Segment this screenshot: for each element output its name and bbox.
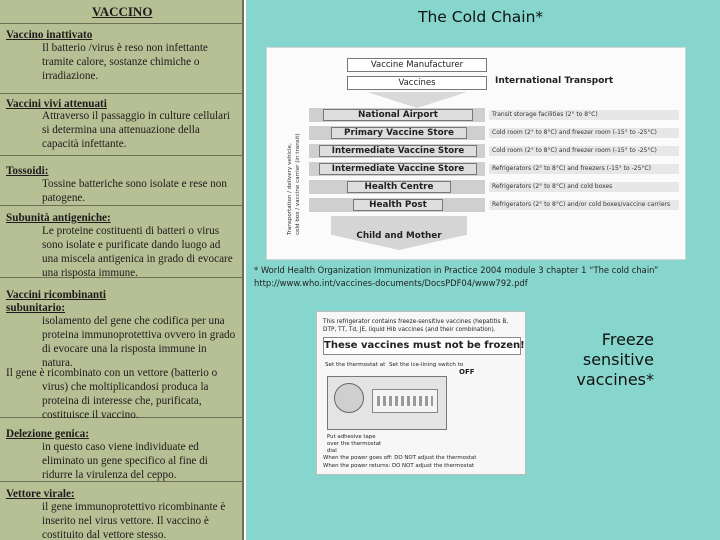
vaccine-types-panel bbox=[0, 0, 244, 540]
section-body: Attraverso il passaggio in culture cellulari si determina una attenuazione della capacità infettante. bbox=[42, 110, 230, 150]
side-label-line2: cold box / vaccine carrier (in transit) bbox=[295, 133, 301, 235]
cold-chain-panel bbox=[246, 0, 720, 540]
reference-url[interactable]: http://www.who.int/vaccines-documents/DocsPDF04/www792.pdf bbox=[254, 277, 528, 288]
power-notes: When the power goes off: DO NOT adjust the thermostat When the power returns: DO NOT adjust the thermostat bbox=[323, 455, 477, 469]
stage-national-airport: National Airport bbox=[323, 109, 473, 121]
section-toxoids bbox=[0, 156, 244, 206]
poster-intro: This refrigerator contains freeze-sensitive vaccines (hepatitis B, DTP, TT, Td, JE, liquid Hib vaccines (and their combination). bbox=[323, 319, 509, 333]
freeze-sensitive-panel bbox=[246, 298, 720, 540]
section-body-continued: Il gene è ricombinato con un vettore (batterio o virus) che moltiplicandosi produca la proteina di interesse che, purificata, costituisce il vaccino. bbox=[6, 367, 218, 421]
poster-banner: These vaccines must not be frozen! bbox=[323, 337, 521, 355]
thermostat-instruction: Set the thermostat at bbox=[325, 362, 386, 368]
stage-health-post: Health Post bbox=[353, 199, 443, 211]
section-body: in questo caso viene individuate ed eliminato un gene specifico al fine di ridurre la virulenza del ceppo. bbox=[42, 441, 208, 481]
stage-primary-vaccine-store: Primary Vaccine Store bbox=[331, 127, 467, 139]
section-title: Subunità antigeniche: bbox=[6, 212, 111, 224]
section-title: Vaccino inattivato bbox=[6, 29, 93, 41]
section-live-attenuated bbox=[0, 94, 244, 156]
section-body: il gene immunoprotettivo ricombinante è inserito nel virus vettore. Il vaccino è costituito dal vettore stesso. bbox=[42, 501, 226, 540]
reference-line1: * World Health Organization Immunization in Practice 2004 module 3 chapter 1 “The cold chain” bbox=[254, 265, 659, 275]
stage-desc: Cold room (2° to 8°C) and freezer room (-15° to -25°C) bbox=[489, 128, 679, 138]
section-antigenic-subunits bbox=[0, 206, 244, 278]
section-title: Vettore virale: bbox=[6, 488, 75, 500]
freeze-poster bbox=[316, 311, 526, 475]
section-title: Vaccini ricombinanti bbox=[6, 289, 106, 301]
vaccines-box: Vaccines bbox=[347, 76, 487, 90]
thermostat-dial-icon bbox=[334, 383, 364, 413]
stage-intermediate-vaccine-store-2: Intermediate Vaccine Store bbox=[319, 163, 477, 175]
off-label: OFF bbox=[459, 368, 475, 376]
section-title: Vaccini vivi attenuati bbox=[6, 98, 107, 110]
section-body: isolamento del gene che codifica per una proteina immunoprotettiva ovvero in grado di evocare una la risposta immune in natura. bbox=[42, 315, 236, 369]
cold-chain-title: The Cold Chain* bbox=[418, 8, 544, 26]
section-title-line2: subunitario: bbox=[6, 302, 66, 314]
freeze-sensitive-label: Freeze sensitive vaccines* bbox=[576, 330, 654, 389]
side-label-line1: Transportation / delivery vehicle, bbox=[287, 143, 293, 235]
section-title: Tossoidi: bbox=[6, 165, 49, 177]
vaccine-table-title: VACCINO bbox=[92, 4, 153, 19]
transport-side-label bbox=[283, 112, 303, 238]
section-body: Il batterio /virus è reso non infettante tramite calore, sostanze chimiche o irradiazione. bbox=[42, 42, 208, 82]
vaccine-manufacturer-box: Vaccine Manufacturer bbox=[347, 58, 487, 72]
down-arrow-icon bbox=[367, 92, 467, 108]
ice-lining-instruction: Set the ice-lining switch to bbox=[389, 362, 464, 368]
section-title: Delezione genica: bbox=[6, 428, 89, 440]
section-body: Le proteine costituenti di batteri o virus sono isolate e purificate dando luogo ad una miscela antigenica in grado di evocare una risposta immune. bbox=[42, 225, 233, 279]
vaccine-table-header bbox=[0, 0, 244, 24]
refrigerator-illustration bbox=[327, 376, 447, 430]
stage-desc: Transit storage facilities (2° to 8°C) bbox=[489, 110, 679, 120]
tape-note: Put adhesive tape over the thermostat dial bbox=[327, 434, 382, 454]
child-and-mother-label: Child and Mother bbox=[356, 231, 442, 241]
stage-desc: Refrigerators (2° to 8°C) and freezers (-15° to -25°C) bbox=[489, 164, 679, 174]
section-viral-vector bbox=[0, 482, 244, 540]
vaccine-racks-icon bbox=[372, 389, 438, 413]
reference-note bbox=[254, 264, 658, 289]
stage-desc: Refrigerators (2° to 8°C) and cold boxes bbox=[489, 182, 679, 192]
cold-chain-diagram bbox=[266, 47, 686, 260]
section-body: Tossine batteriche sono isolate e rese non patogene. bbox=[42, 178, 227, 204]
stage-desc: Cold room (2° to 8°C) and freezer room (-15° to -25°C) bbox=[489, 146, 679, 156]
international-transport-label: International Transport bbox=[495, 76, 614, 86]
stage-intermediate-vaccine-store: Intermediate Vaccine Store bbox=[319, 145, 477, 157]
section-inactivated bbox=[0, 24, 244, 94]
section-gene-deletion bbox=[0, 418, 244, 482]
stage-health-centre: Health Centre bbox=[347, 181, 451, 193]
stage-desc: Refrigerators (2° to 8°C) and/or cold boxes/vaccine carriers bbox=[489, 200, 679, 210]
section-recombinant-subunit bbox=[0, 278, 244, 421]
